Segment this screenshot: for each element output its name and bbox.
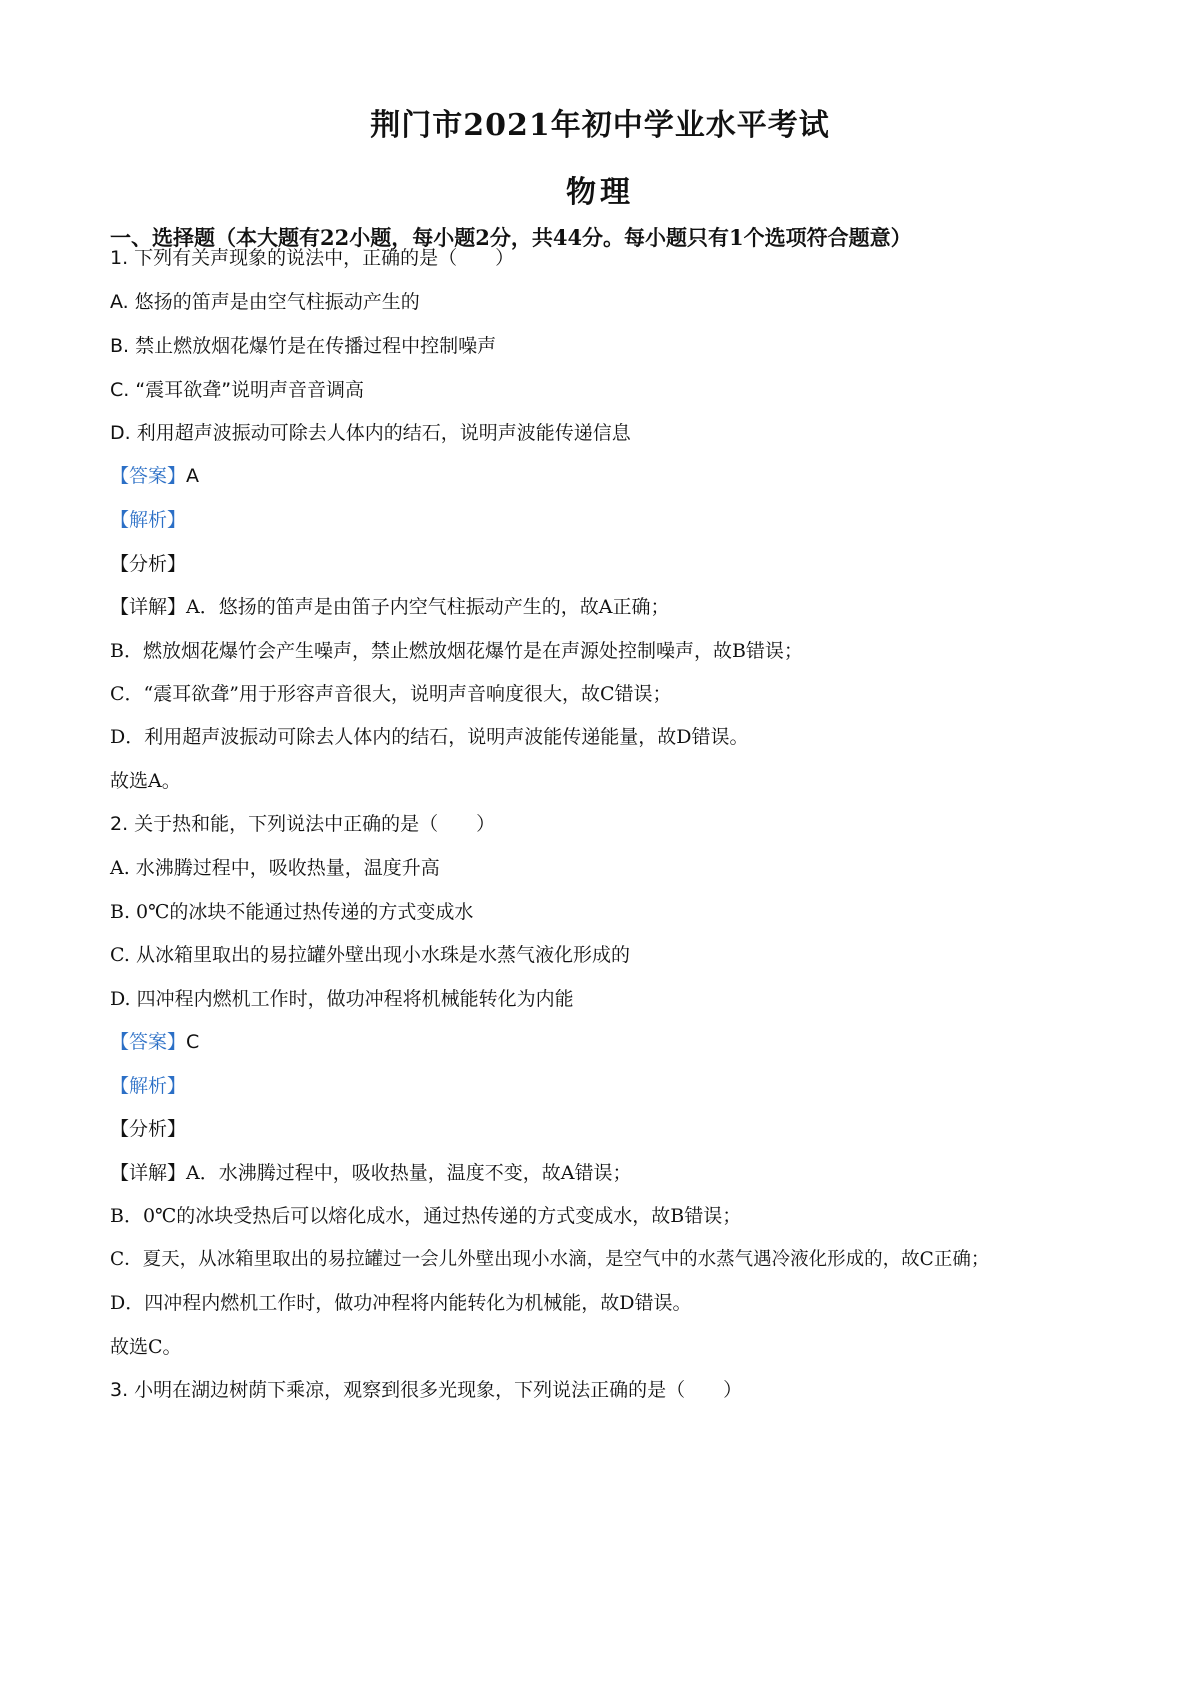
question-1-detail-2: B．燃放烟花爆竹会产生噪声，禁止燃放烟花爆竹是在声源处控制噪声，故B错误； [110,640,803,662]
question-1-option-c: C. “震耳欲聋”说明声音音调高 [110,379,365,401]
question-3-stem: 3. 小明在湖边树荫下乘凉，观察到很多光现象，下列说法正确的是（ ） [110,1379,743,1401]
question-1-option-d: D. 利用超声波振动可除去人体内的结石，说明声波能传递信息 [110,422,631,444]
answer-value: C [186,1031,200,1053]
question-2-detail-2: B．0℃的冰块受热后可以熔化成水，通过热传递的方式变成水，故B错误； [110,1205,742,1227]
question-1-detail-4: D．利用超声波振动可除去人体内的结石，说明声波能传递能量，故D错误。 [110,726,749,748]
question-2-option-d: D. 四冲程内燃机工作时，做功冲程将机械能转化为内能 [110,988,574,1010]
question-1-option-a: A. 悠扬的笛声是由空气柱振动产生的 [110,291,420,313]
question-2-detail-3: C．夏天，从冰箱里取出的易拉罐过一会儿外壁出现小水滴，是空气中的水蒸气遇冷液化形成的，故C正确； [110,1249,990,1270]
answer-tag: 【答案】 [110,465,187,487]
question-2-fenxi-tag: 【分析】 [110,1118,187,1140]
question-1-detail-3: C．“震耳欲聋”用于形容声音很大，说明声音响度很大，故C错误； [110,683,672,705]
question-1-conclusion: 故选A。 [110,770,181,792]
question-2-analysis-tag: 【解析】 [110,1075,187,1097]
question-1-option-b: B. 禁止燃放烟花爆竹是在传播过程中控制噪声 [110,335,497,357]
answer-tag: 【答案】 [110,1031,187,1053]
answer-value: A [186,465,200,487]
question-2-option-b: B. 0℃的冰块不能通过热传递的方式变成水 [110,901,474,923]
question-2-option-a: A. 水沸腾过程中，吸收热量，温度升高 [110,857,440,879]
question-1-fenxi-tag: 【分析】 [110,553,187,575]
question-2-answer [110,1029,199,1055]
page-subtitle: 物理 [566,175,634,210]
question-1-stem: 1. 下列有关声现象的说法中，正确的是（ ） [110,247,515,269]
question-1-detail-1: 【详解】A．悠扬的笛声是由笛子内空气柱振动产生的，故A正确； [110,596,670,618]
question-1-analysis-tag: 【解析】 [110,509,187,531]
question-2-conclusion: 故选C。 [110,1336,182,1358]
question-2-option-c: C. 从冰箱里取出的易拉罐外壁出现小水珠是水蒸气液化形成的 [110,944,630,966]
page-title: 荆门市2021年初中学业水平考试 [370,108,830,143]
question-2-detail-1: 【详解】A．水沸腾过程中，吸收热量，温度不变，故A错误； [110,1162,632,1184]
question-1-answer [110,463,199,489]
question-2-detail-4: D．四冲程内燃机工作时，做功冲程将内能转化为机械能，故D错误。 [110,1292,692,1314]
section-header: 一、选择题（本大题有22小题，每小题2分，共44分。每小题只有1个选项符合题意） [110,225,912,250]
question-2-stem: 2. 关于热和能，下列说法中正确的是（ ） [110,813,496,835]
